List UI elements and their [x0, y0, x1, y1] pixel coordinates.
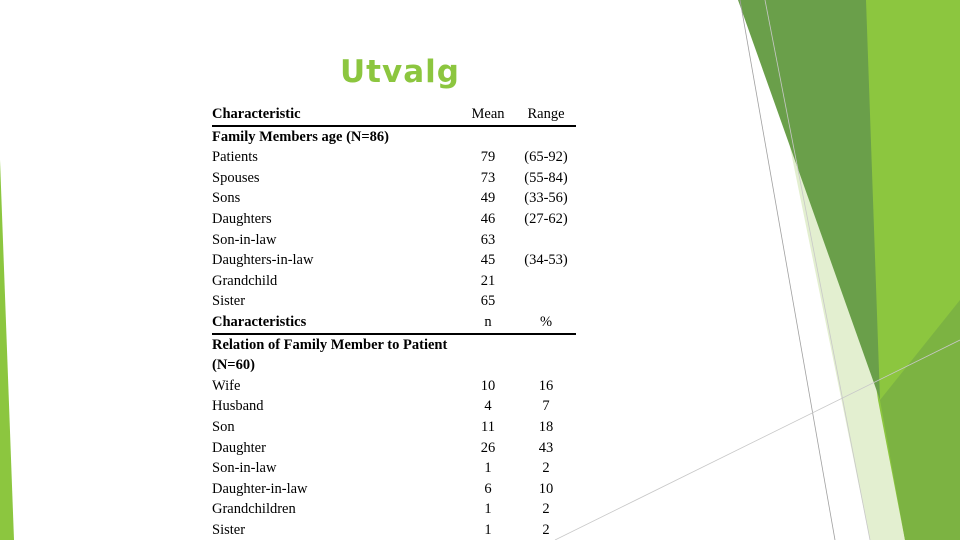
row-mean: 45 [480, 252, 496, 269]
table-header-row [212, 104, 576, 126]
row-range: (27-62) [524, 210, 568, 227]
row-n: 1 [484, 460, 492, 477]
table-row [212, 438, 576, 459]
section1-title-row [212, 126, 576, 148]
row-pct: 7 [542, 398, 550, 415]
row-range [516, 291, 576, 312]
row-label: Daughter-in-law [212, 480, 308, 497]
table-row [212, 499, 576, 520]
header-mean: Mean [460, 104, 516, 126]
row-n: 10 [480, 377, 496, 394]
row-pct: 2 [542, 521, 550, 538]
table-row [212, 396, 576, 417]
row-mean: 65 [480, 293, 496, 310]
row-mean: 49 [480, 190, 496, 207]
row-label: Sister [212, 293, 246, 310]
row-range [516, 271, 576, 292]
row-mean: 21 [480, 272, 496, 289]
row-n: 1 [484, 521, 492, 538]
row-label: Son-in-law [212, 231, 277, 248]
data-table [212, 104, 576, 540]
thin-line-1 [740, 0, 835, 540]
row-mean: 73 [480, 169, 496, 186]
header2-characteristics: Characteristics [212, 312, 460, 334]
row-label: Daughters [212, 210, 272, 227]
table-row [212, 271, 576, 292]
row-label: Patients [212, 149, 258, 166]
row-range: (34-53) [524, 252, 568, 269]
section2-title-line2: (N=60) [212, 357, 255, 374]
row-pct: 2 [542, 501, 550, 518]
row-n: 1 [484, 501, 492, 518]
row-n: 4 [484, 398, 492, 415]
row-label: Daughter [212, 439, 266, 456]
table-row [212, 520, 576, 540]
right-dark-shape [738, 0, 880, 400]
table-row [212, 250, 576, 271]
thin-line-2 [765, 0, 870, 540]
section2-title-line1: Relation of Family Member to Patient [212, 336, 448, 353]
row-pct: 10 [538, 480, 554, 497]
right-mid-shape [880, 300, 960, 540]
right-green-shape [822, 0, 960, 540]
row-label: Sister [212, 521, 246, 538]
row-pct: 16 [538, 377, 554, 394]
row-range: (65-92) [524, 149, 568, 166]
table-row [212, 168, 576, 189]
table-row [212, 291, 576, 312]
page-title: Utvalg [340, 54, 460, 90]
left-green-shape [0, 160, 14, 540]
row-label: Grandchild [212, 272, 278, 289]
row-label: Daughters-in-law [212, 252, 314, 269]
row-n: 6 [484, 480, 492, 497]
table-row [212, 188, 576, 209]
section2-title-row [212, 334, 576, 356]
row-label: Spouses [212, 169, 260, 186]
row-pct: 18 [538, 418, 554, 435]
header-range: Range [516, 104, 576, 126]
row-label: Grandchildren [212, 501, 296, 518]
right-light-shape [760, 0, 960, 540]
table-row [212, 376, 576, 397]
table-row [212, 209, 576, 230]
row-label: Son [212, 418, 235, 435]
thin-line-3 [555, 340, 960, 540]
section2-title-row [212, 355, 576, 376]
header2-n: n [460, 312, 516, 334]
row-label: Sons [212, 190, 241, 207]
table-row [212, 417, 576, 438]
table-header-row-2 [212, 312, 576, 334]
row-mean: 79 [480, 149, 496, 166]
row-n: 11 [481, 418, 495, 435]
section1-title: Family Members age (N=86) [212, 128, 389, 145]
row-range [516, 230, 576, 251]
row-range: (33-56) [524, 190, 568, 207]
table-row [212, 479, 576, 500]
header2-pct: % [516, 312, 576, 334]
row-pct: 43 [538, 439, 554, 456]
header-characteristic: Characteristic [212, 104, 460, 126]
row-pct: 2 [542, 460, 550, 477]
table-row [212, 230, 576, 251]
row-label: Son-in-law [212, 460, 277, 477]
row-mean: 63 [480, 231, 496, 248]
row-label: Husband [212, 398, 264, 415]
row-mean: 46 [480, 210, 496, 227]
row-range: (55-84) [524, 169, 568, 186]
row-label: Wife [212, 377, 241, 394]
table-row [212, 458, 576, 479]
row-n: 26 [480, 439, 496, 456]
table-row [212, 147, 576, 168]
